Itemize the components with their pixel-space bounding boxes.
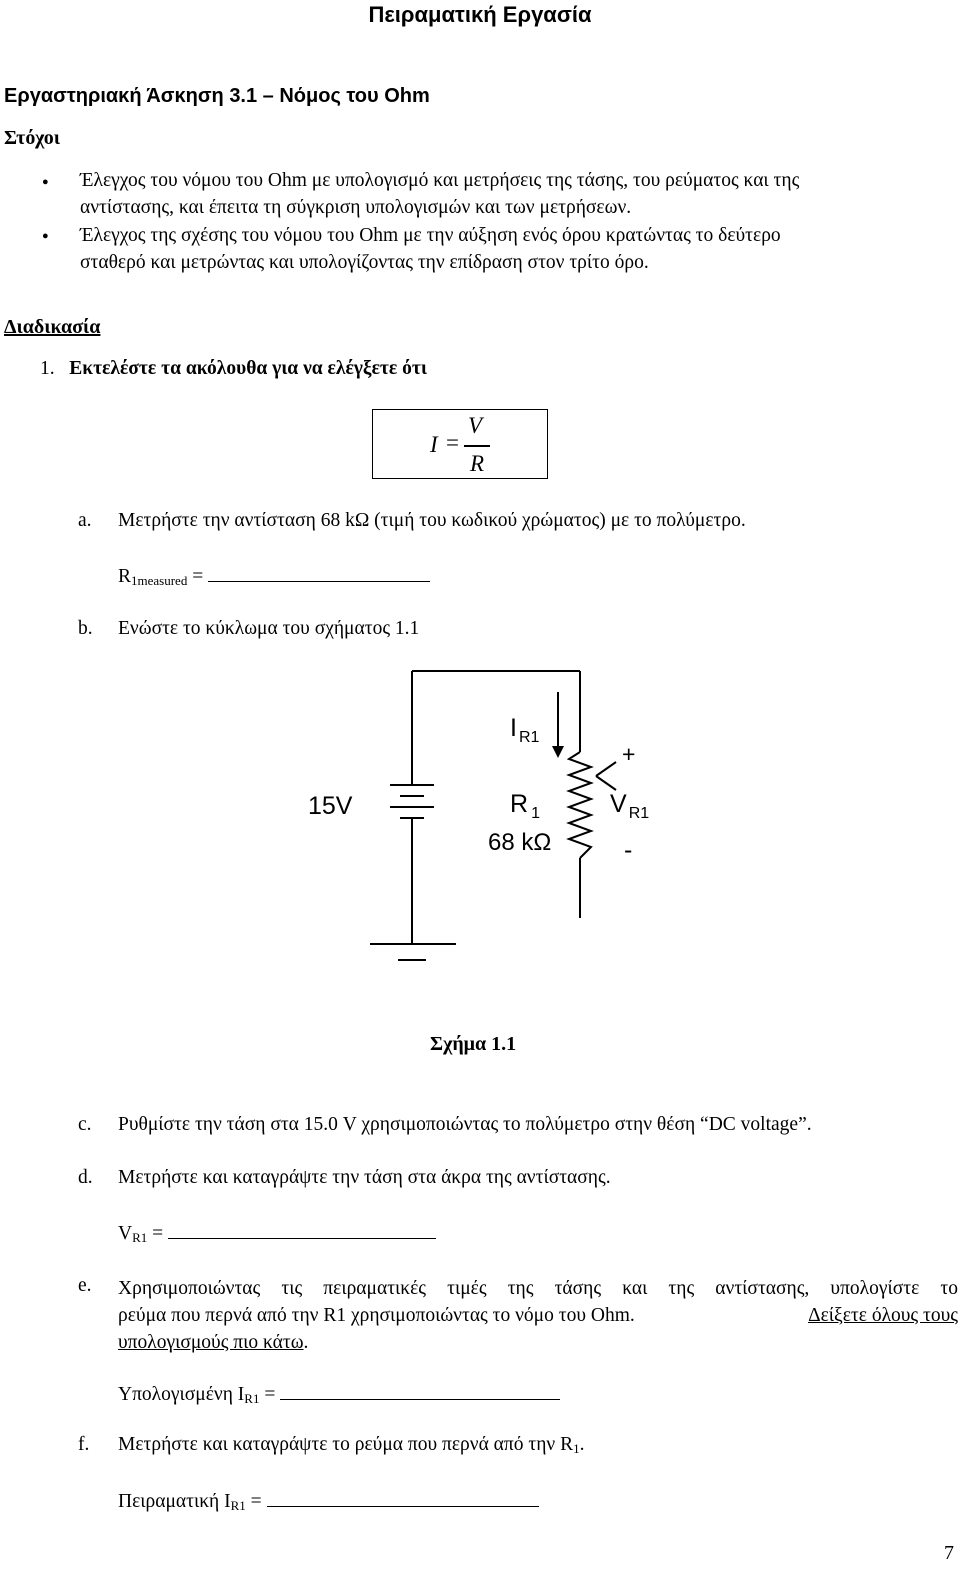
- step-1: [40, 358, 427, 380]
- resistor-label-main: R: [510, 790, 529, 818]
- vr1-symbol: V: [118, 1223, 133, 1244]
- vr1-equals: =: [152, 1223, 164, 1244]
- step-b-letter: b.: [78, 618, 93, 639]
- resistor-zigzag: [569, 752, 591, 858]
- calculated-i-prefix: Υπολογισμένη I: [118, 1384, 245, 1405]
- step-e-line3-emphasis: υπολογισμούς πιο κάτω: [118, 1332, 304, 1353]
- experimental-i-subscript: R1: [230, 1498, 246, 1513]
- voltage-label-main: V: [610, 790, 627, 818]
- voltage-bracket-top: [596, 762, 616, 776]
- vr1-subscript: R1: [132, 1230, 148, 1245]
- vr1-blank[interactable]: [168, 1220, 436, 1239]
- step-f-text: [118, 1434, 584, 1457]
- step-e-line3-end: .: [303, 1332, 309, 1353]
- step-f-text-end: .: [579, 1434, 585, 1455]
- formula-lhs: I: [430, 432, 438, 457]
- page-title: Πειραματική Εργασία: [368, 2, 592, 27]
- step-1-number: 1.: [40, 358, 55, 379]
- source-label: 15V: [308, 792, 353, 820]
- step-e-letter: e.: [78, 1275, 92, 1296]
- formula-equals: =: [446, 430, 459, 455]
- step-e-text: [118, 1275, 958, 1356]
- step-b-text: Ενώστε το κύκλωμα του σχήματος 1.1: [118, 618, 420, 639]
- step-f-text-subscript: 1: [573, 1441, 580, 1456]
- step-f-letter: f.: [78, 1434, 90, 1455]
- current-label-sub: R1: [518, 729, 540, 746]
- step-d-letter: d.: [78, 1167, 93, 1188]
- experimental-i-field: [118, 1488, 539, 1514]
- step-1-text: Εκτελέστε τα ακόλουθα για να ελέγξετε ότι: [69, 358, 427, 379]
- r1-measured-equals: =: [192, 566, 204, 587]
- goal-item-1-line1: Έλεγχος του νόμου του Ohm με υπολογισμό και μετρήσεις της τάσης, του ρεύματος και της: [80, 170, 800, 191]
- goal-item-2: [80, 222, 960, 276]
- resistor-label: [510, 790, 540, 822]
- current-label: [510, 714, 540, 746]
- step-a-letter: a.: [78, 510, 92, 531]
- calculated-i-blank[interactable]: [280, 1381, 560, 1400]
- page-number: 7: [944, 1542, 954, 1564]
- exercise-title: Εργαστηριακή Άσκηση 3.1 – Νόμος του Ohm: [4, 85, 430, 107]
- circuit-diagram: [290, 660, 710, 1010]
- formula-denominator: R: [470, 451, 485, 476]
- step-e-line3: [118, 1329, 958, 1356]
- r1-measured-field: [118, 563, 430, 589]
- step-d-text: Μετρήστε και καταγράψτε την τάση στα άκρα της αντίστασης.: [118, 1167, 611, 1188]
- calculated-i-field: [118, 1381, 560, 1407]
- goals-heading: Στόχοι: [4, 127, 60, 149]
- current-label-main: I: [510, 714, 517, 742]
- step-e-line2: [118, 1302, 958, 1329]
- step-c-text: Ρυθμίστε την τάση στα 15.0 V χρησιμοποιώντας το πολύμετρο στην θέση “DC voltage”.: [118, 1114, 812, 1135]
- experimental-i-blank[interactable]: [267, 1488, 539, 1507]
- step-e-line2-emphasis: Δείξετε όλους τους: [808, 1305, 958, 1326]
- voltage-label: [610, 790, 649, 822]
- ohm-formula-box: [372, 409, 548, 479]
- resistor-value: 68 kΩ: [488, 829, 552, 856]
- experimental-i-equals: =: [250, 1491, 262, 1512]
- step-a-text: Μετρήστε την αντίσταση 68 kΩ (τιμή του κωδικού χρώματος) με το πολύμετρο.: [118, 510, 746, 531]
- goal-item-2-line2: σταθερό και μετρώντας και υπολογίζοντας την επίδραση στον τρίτο όρο.: [80, 252, 649, 273]
- vr1-field: [118, 1220, 436, 1246]
- goal-item-2-line1: Έλεγχος της σχέσης του νόμου του Ohm με την αύξηση ενός όρου κρατώντας το δεύτερο: [80, 225, 781, 246]
- resistor-label-sub: 1: [531, 805, 540, 822]
- procedure-heading: Διαδικασία: [4, 316, 101, 338]
- current-arrow-head: [552, 746, 564, 758]
- r1-measured-symbol: R: [118, 566, 132, 587]
- figure-caption: Σχήμα 1.1: [430, 1033, 517, 1055]
- calculated-i-equals: =: [264, 1384, 276, 1405]
- polarity-minus: -: [624, 836, 633, 864]
- goal-item-1-line2: αντίστασης, και έπειτα τη σύγκριση υπολογισμών και των μετρήσεων.: [80, 197, 632, 218]
- step-f-text-main: Μετρήστε και καταγράψτε το ρεύμα που περνά από την R: [118, 1434, 574, 1455]
- bullet-icon: ●: [42, 230, 49, 242]
- step-e-line1: Χρησιμοποιώντας τις πειραματικές τιμές της τάσης και της αντίστασης, υπολογίστε το: [118, 1278, 958, 1299]
- voltage-bracket-top-return: [596, 776, 616, 790]
- formula-fraction-bar: [464, 445, 490, 447]
- goal-item-1: [80, 167, 960, 221]
- bullet-icon: ●: [42, 176, 49, 188]
- step-c-letter: c.: [78, 1114, 92, 1135]
- experimental-i-prefix: Πειραματική I: [118, 1491, 231, 1512]
- formula-numerator: V: [468, 413, 483, 438]
- voltage-label-sub: R1: [628, 805, 650, 822]
- step-e-line2-text: ρεύμα που περνά από την R1 χρησιμοποιώντας το νόμο του Ohm.: [118, 1305, 635, 1326]
- polarity-plus: +: [622, 741, 636, 767]
- calculated-i-subscript: R1: [244, 1391, 260, 1406]
- r1-measured-blank[interactable]: [208, 563, 430, 582]
- r1-measured-subscript: 1measured: [131, 573, 188, 588]
